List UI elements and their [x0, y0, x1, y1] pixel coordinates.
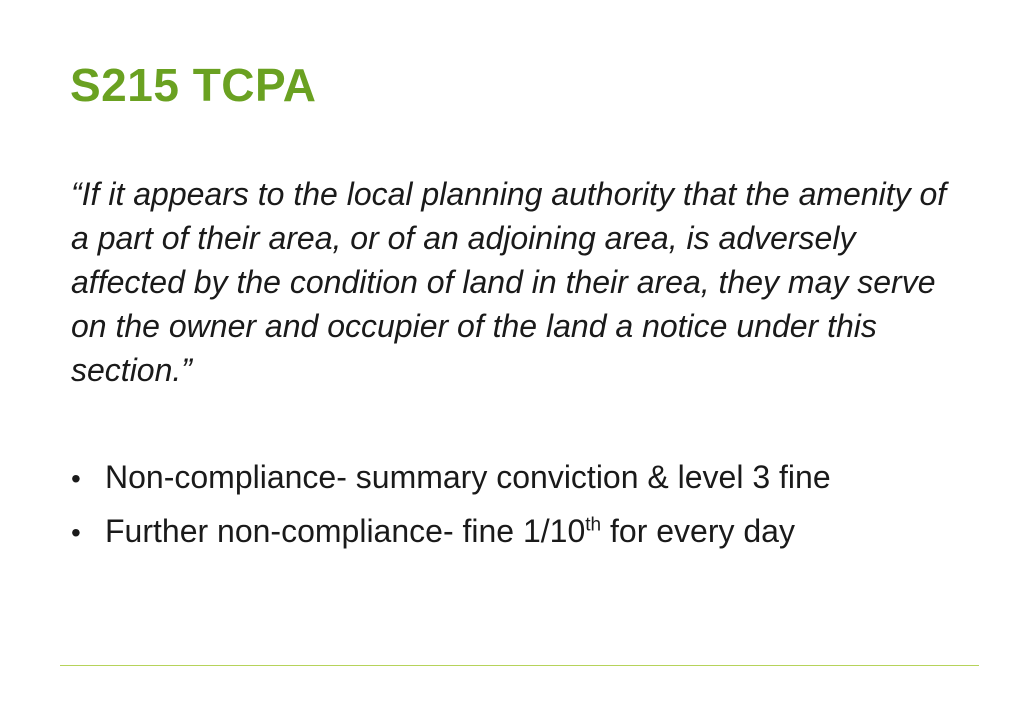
statute-quote: “If it appears to the local planning authority that the amenity of a part of their area, or of an adjoining area, is adversely affected by the condition of land in their area, they may serve on the owner and occupier of the land a notice under this section.”	[71, 176, 947, 388]
ordinal-superscript: th	[585, 514, 602, 536]
bullet-icon: •	[71, 463, 81, 494]
footer-divider	[60, 665, 979, 666]
bullet-text-tail: for every day	[601, 513, 795, 549]
bullet-item	[71, 505, 831, 559]
bullet-item	[71, 451, 831, 505]
bullet-list	[71, 451, 831, 559]
bullet-text: Non-compliance- summary conviction & level 3 fine	[105, 459, 831, 495]
bullet-text-main: Further non-compliance- fine 1/10	[105, 513, 586, 549]
slide-title: S215 TCPA	[70, 59, 317, 111]
bullet-text	[105, 505, 795, 557]
bullet-icon: •	[71, 517, 81, 548]
